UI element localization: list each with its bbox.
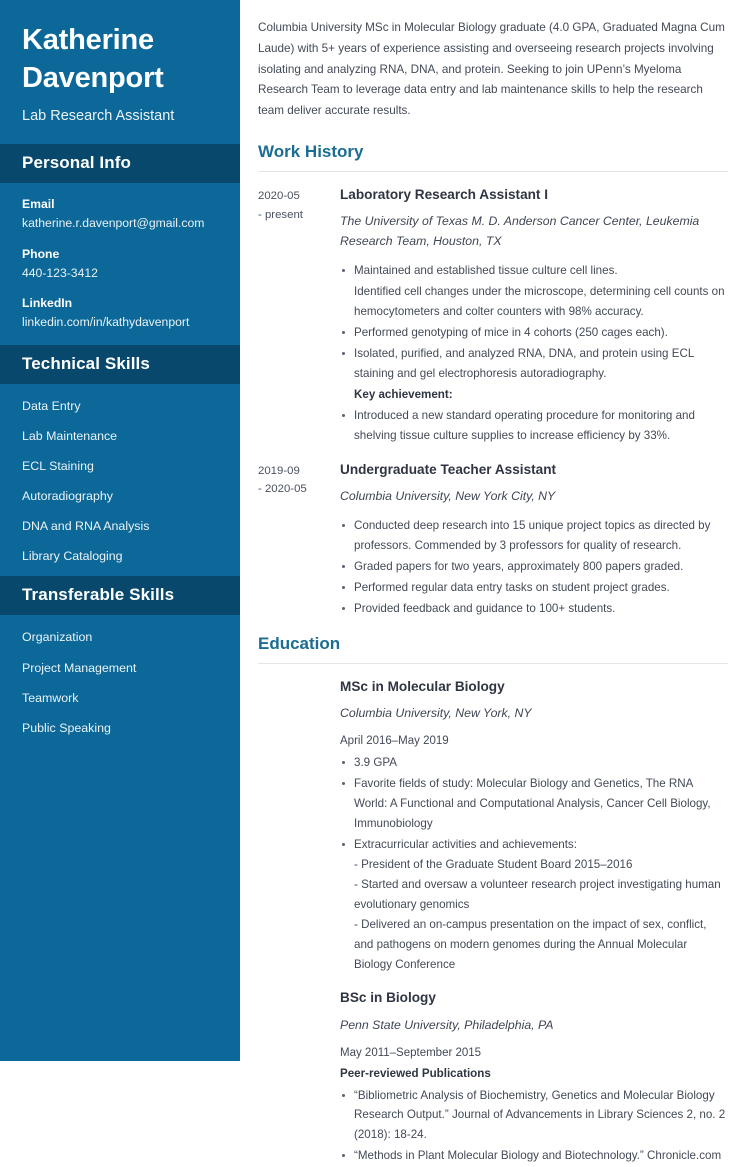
extracurricular-item: - Started and oversaw a volunteer research project investigating human evolutionary genomics [354,877,721,911]
technical-skills-block [0,384,240,577]
contact-item-email [22,197,218,231]
work-entry-bullets [340,261,728,445]
skill-item: Teamwork [22,690,79,705]
candidate-job-title: Lab Research Assistant [22,108,175,125]
contact-label-email: Email [22,197,55,212]
education-degree: MSc in Molecular Biology [340,678,505,694]
section-education [258,634,728,1167]
bullet-item [340,835,728,975]
bullet-item: Conducted deep research into 15 unique project topics as directed by professors. Commended by 3 professors for quality of research. [340,516,728,556]
education-school: Penn State University, Philadelphia, PA [340,1017,554,1032]
bullet-item: Introduced a new standard operating procedure for monitoring and shelving tissue culture supplies to increase efficiency by 33%. [340,406,728,446]
skill-item: Project Management [22,660,137,675]
education-degree: BSc in Biology [340,990,436,1006]
skill-item: Lab Maintenance [22,428,118,443]
education-date-range: April 2016–May 2019 [340,734,449,747]
education-school: Columbia University, New York, NY [340,706,532,721]
education-date-range: May 2011–September 2015 [340,1046,482,1059]
education-entry [258,678,728,976]
education-entry-body [340,678,728,976]
education-entry-dates-spacer [258,989,340,990]
bullet-item: Performed genotyping of mice in 4 cohorts (250 cages each). [340,323,728,343]
education-bullets [340,753,728,974]
skill-item: ECL Staining [22,458,94,473]
bullet-key-achievement-label [340,385,728,405]
bullet-item: 3.9 GPA [340,753,728,773]
contact-value-phone[interactable]: 440-123-3412 [22,265,98,280]
bullet-item: Graded papers for two years, approximately 800 papers graded. [340,557,728,577]
work-entry-role: Undergraduate Teacher Assistant [340,461,557,477]
work-entry-date-end: - present [258,208,303,221]
work-entry-organization: Columbia University, New York City, NY [340,489,556,504]
skill-item: Data Entry [22,398,81,413]
work-entry-organization: The University of Texas M. D. Anderson Cancer Center, Leukemia Research Team, Houston, TX [340,214,700,249]
sidebar [0,0,240,1061]
publication-item: “Bibliometric Analysis of Biochemistry, Genetics and Molecular Biology Research Output.” Journal of Advancements in Library Sciences 2, no. 2 (2018): 18-24. [340,1086,728,1146]
work-entry [258,461,728,620]
section-title-work-history: Work History [258,142,728,172]
skill-item: Public Speaking [22,720,111,735]
work-entry-dates [258,186,340,224]
publications-list [340,1086,728,1167]
bullet-item: Performed regular data entry tasks on student project grades. [340,578,728,598]
section-title-education: Education [258,634,728,664]
work-entry-dates [258,461,340,499]
work-entry-role: Laboratory Research Assistant I [340,187,549,203]
bullet-continuation: Identified cell changes under the microscope, determining cell counts on hemocytometers and colter counters with 98% accuracy. [354,285,725,319]
work-entry-date-start: 2019-09 [258,464,300,477]
contact-value-linkedin[interactable]: linkedin.com/in/kathydavenport [22,315,190,330]
contact-label-linkedin: LinkedIn [22,296,73,311]
skill-item: Autoradiography [22,489,113,503]
transferable-skills-block [0,615,240,748]
work-entry [258,186,728,447]
work-entry-date-end: - 2020-05 [258,483,307,496]
bullet-item: Maintained and established tissue culture cell lines. [340,261,728,281]
education-entry [258,989,728,1167]
publication-item: “Methods in Plant Molecular Biology and Biotechnology.” Chronicle.com [340,1146,728,1166]
candidate-name: Katherine Davenport [22,24,164,94]
work-entry-bullets [340,516,728,619]
contact-item-phone [22,247,218,281]
bullet-item: Isolated, purified, and analyzed RNA, DNA, and protein using ECL staining and gel electrophoresis autoradiography. [340,344,728,384]
skill-item: Library Cataloging [22,549,123,564]
publications-subheading: Peer-reviewed Publications [340,1066,491,1080]
professional-summary: Columbia University MSc in Molecular Biology graduate (4.0 GPA, Graduated Magna Cum Laude) with 5+ years of experience assisting and overseeing research projects involving isolating and analyzing RNA, DNA, and protein. Seeking to join UPenn’s Myeloma Research Team to leverage data entry and lab maintenance skills to help the research team deliver accurate results. [258,21,725,118]
work-entry-date-start: 2020-05 [258,190,300,203]
sidebar-section-header-personal-info: Personal Info [0,144,240,183]
personal-info-list [0,183,240,344]
education-entry-body [340,989,728,1167]
education-entry-dates-spacer [258,678,340,679]
transferable-skills-list [22,629,218,738]
technical-skills-list [22,398,218,567]
section-work-history [258,142,728,620]
bullet-item: Favorite fields of study: Molecular Biology and Genetics, The RNA World: A Functional and Computational Analysis, Cancer Cell Biology, Immunobiology [340,774,728,834]
work-entry-body [340,461,728,620]
skill-item: Organization [22,630,93,645]
skill-item: DNA and RNA Analysis [22,519,150,534]
extracurricular-item: - Delivered an on-campus presentation on the impact of sex, conflict, and pathogens on modern genomes during the Annual Molecular Biology Conference [354,917,707,971]
sidebar-section-header-technical-skills: Technical Skills [0,345,240,384]
identity-block [0,0,240,144]
extracurricular-item: - President of the Graduate Student Board 2015–2016 [354,857,633,871]
contact-value-email[interactable]: katherine.r.davenport@gmail.com [22,216,205,231]
sidebar-section-header-transferable-skills: Transferable Skills [0,576,240,615]
main-content [240,0,750,1163]
work-entry-body [340,186,728,447]
bullet-item: Provided feedback and guidance to 100+ students. [340,599,728,619]
extracurricular-label: Extracurricular activities and achievements: [354,837,577,851]
contact-item-linkedin [22,296,218,330]
contact-label-phone: Phone [22,246,60,261]
key-achievement-text: Key achievement: [354,387,453,401]
